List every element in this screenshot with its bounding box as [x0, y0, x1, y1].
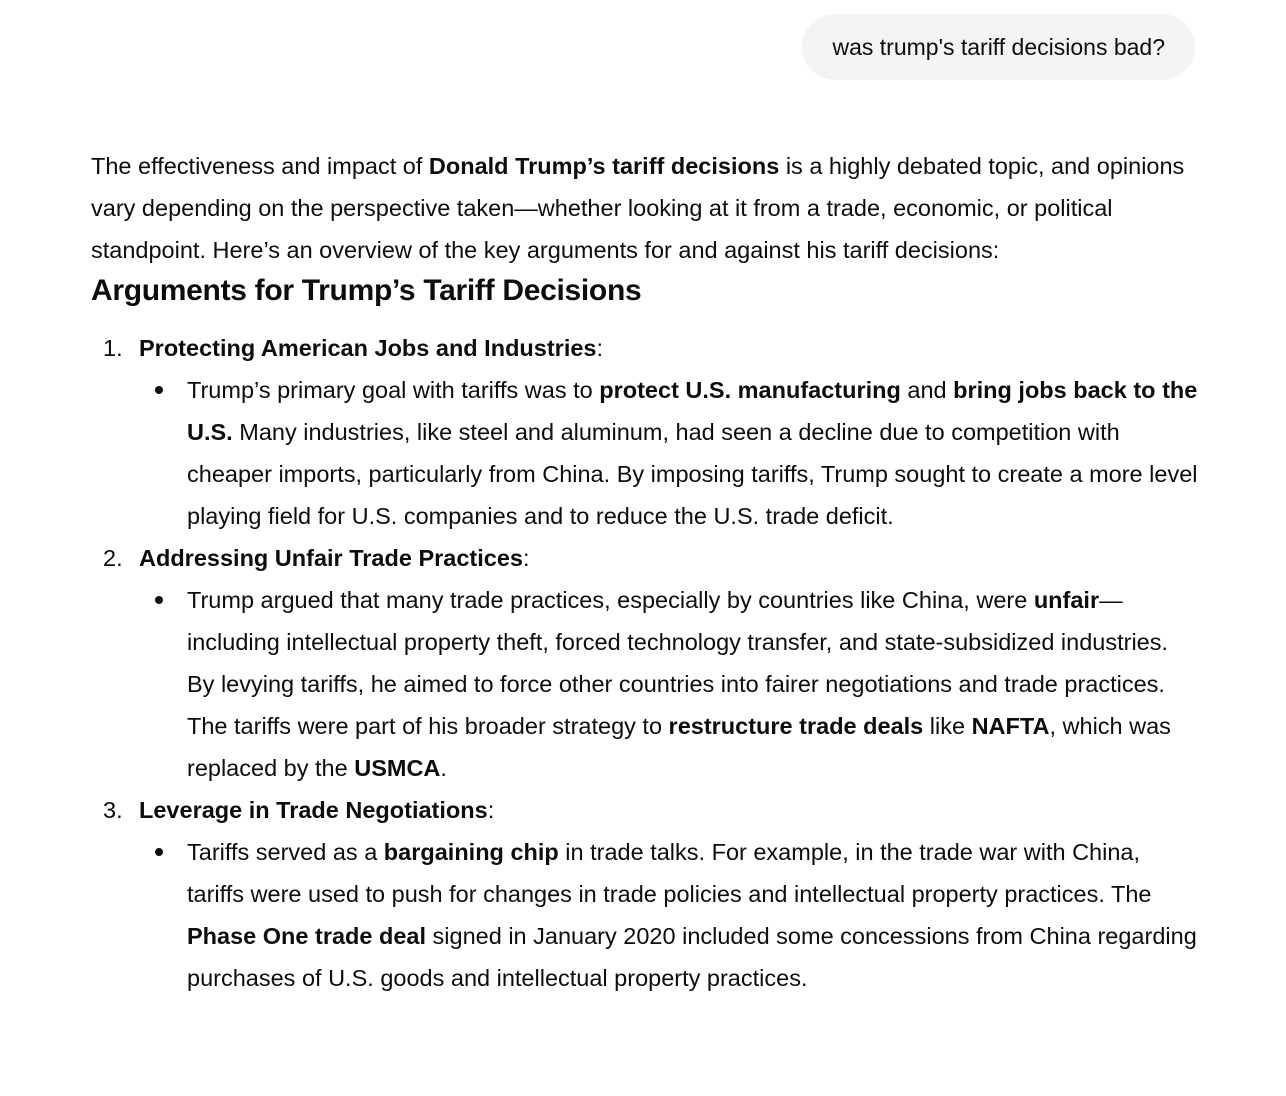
list-item-title: Protecting American Jobs and Industries	[139, 335, 597, 361]
intro-bold-text: Donald Trump’s tariff decisions	[428, 153, 780, 179]
detail-bold-text: USMCA	[354, 755, 441, 781]
user-message-bubble	[802, 14, 1195, 80]
detail-bold-text: restructure trade deals	[668, 713, 924, 739]
assistant-response	[91, 145, 1201, 999]
list-item-detail	[91, 579, 1201, 789]
bullet-icon	[155, 386, 163, 394]
detail-text: Tariffs served as a	[187, 839, 384, 865]
list-item-number: 2.	[103, 545, 123, 571]
list-item-number: 1.	[103, 335, 123, 361]
detail-text: in trade talks. For example, in the trade war with China, tariffs were used to push for changes in trade policies and intellectual property practices. The	[187, 839, 1152, 907]
detail-text: Trump argued that many trade practices, especially by countries like China, were	[187, 587, 1034, 613]
list-item-detail	[91, 369, 1201, 537]
detail-bold-text: bargaining chip	[383, 839, 559, 865]
detail-bold-text: Phase One trade deal	[187, 923, 427, 949]
list-item	[91, 537, 1201, 579]
list-item-colon: :	[596, 335, 604, 361]
detail-bold-text: NAFTA	[971, 713, 1050, 739]
bullet-icon	[155, 596, 163, 604]
list-item-title: Addressing Unfair Trade Practices	[139, 545, 523, 571]
intro-text: The effectiveness and impact of	[91, 153, 429, 179]
detail-bold-text: protect U.S. manufacturing	[599, 377, 901, 403]
list-item-title: Leverage in Trade Negotiations	[139, 797, 488, 823]
list-item-colon: :	[487, 797, 495, 823]
detail-text: like	[923, 713, 972, 739]
detail-text: signed in January 2020 included some concessions from China regarding purchases of U.S. goods and intellectual property practices.	[187, 923, 1197, 991]
detail-bold-text: bring jobs back to the U.S.	[187, 377, 1198, 445]
list-item-number: 3.	[103, 797, 123, 823]
detail-text: —including intellectual property theft, forced technology transfer, and state-subsidized industries. By levying tariffs, he aimed to force other countries into fairer negotiations and trade practices. The tariffs were part of his broader strategy to	[187, 587, 1169, 739]
detail-text: and	[900, 377, 954, 403]
detail-text: , which was replaced by the	[187, 713, 1171, 781]
user-message-text: was trump's tariff decisions bad?	[832, 34, 1165, 60]
list-item	[91, 789, 1201, 831]
intro-paragraph	[91, 145, 1201, 271]
bullet-icon	[155, 848, 163, 856]
list-item-detail	[91, 831, 1201, 999]
list-item	[91, 327, 1201, 369]
detail-text: Many industries, like steel and aluminum, had seen a decline due to competition with cheaper imports, particularly from China. By imposing tariffs, Trump sought to create a more level playing field for U.S. companies and to reduce the U.S. trade deficit.	[187, 419, 1198, 529]
detail-text: Trump’s primary goal with tariffs was to	[187, 377, 600, 403]
detail-text: .	[440, 755, 447, 781]
section-heading: Arguments for Trump’s Tariff Decisions	[91, 274, 642, 307]
detail-bold-text: unfair	[1033, 587, 1100, 613]
list-item-colon: :	[522, 545, 530, 571]
intro-text: is a highly debated topic, and opinions vary depending on the perspective taken—whether looking at it from a trade, economic, or political standpoint. Here’s an overview of the key arguments for and against his tariff decisions:	[91, 153, 1185, 263]
